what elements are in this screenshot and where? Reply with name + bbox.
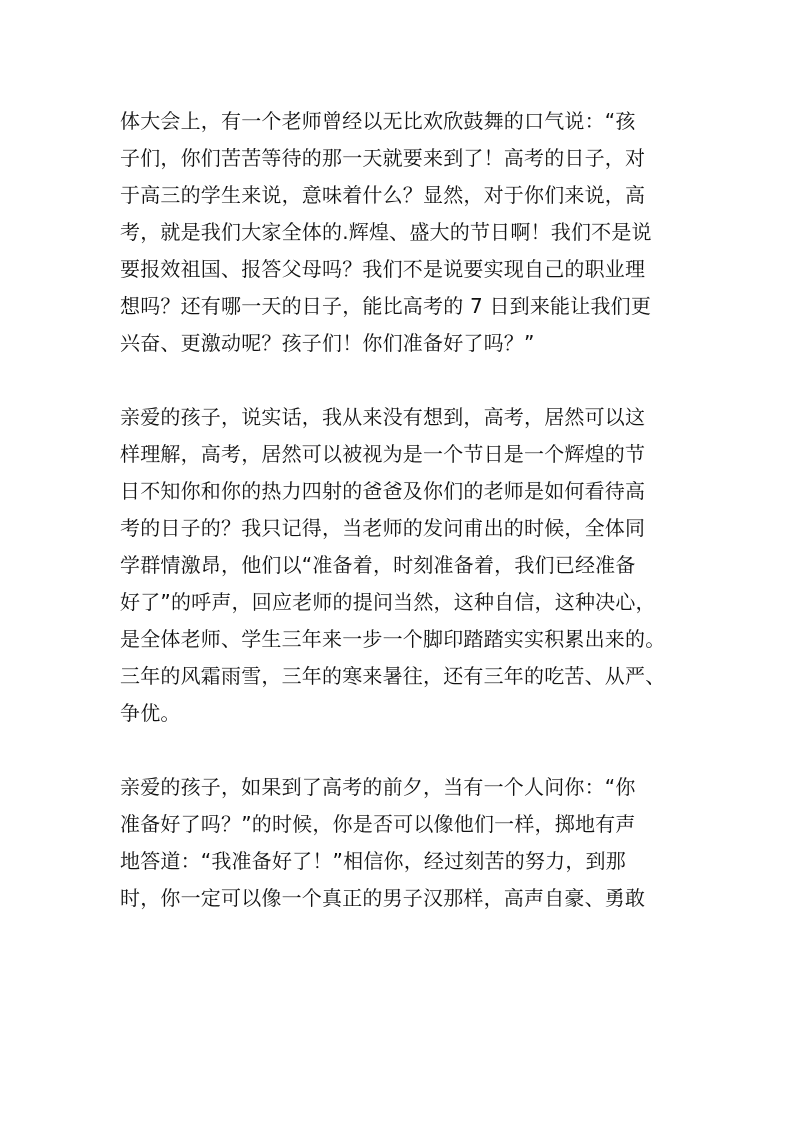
paragraph-line: 学群情激昂，他们以“准备着，时刻准备着，我们已经准备 xyxy=(120,553,636,577)
paragraph-line: 是全体老师、学生三年来一步一个脚印踏踏实实积累出来的。 xyxy=(120,627,666,651)
paragraph-3 xyxy=(120,769,680,917)
paragraph-line: 考，就是我们大家全体的.辉煌、盛大的节日啊！我们不是说 xyxy=(120,220,652,244)
paragraph-line: 想吗？还有哪一天的日子，能比高考的 7 日到来能让我们更 xyxy=(120,294,652,318)
paragraph-line: 体大会上，有一个老师曾经以无比欢欣鼓舞的口气说：“孩 xyxy=(120,109,636,133)
paragraph-line: 考的日子的？我只记得，当老师的发问甫出的时候，全体同 xyxy=(120,516,646,540)
paragraph-1 xyxy=(120,103,680,362)
paragraph-line: 要报效祖国、报答父母吗？我们不是说要实现自己的职业理 xyxy=(120,257,646,281)
paragraph-spacer xyxy=(120,732,680,769)
paragraph-line: 三年的风霜雨雪，三年的寒来暑往，还有三年的吃苦、从严、 xyxy=(120,664,666,688)
paragraph-2 xyxy=(120,399,680,732)
paragraph-line: 日不知你和你的热力四射的爸爸及你们的老师是如何看待高 xyxy=(120,479,646,503)
paragraph-spacer xyxy=(120,362,680,399)
paragraph-line: 准备好了吗？”的时候，你是否可以像他们一样，掷地有声 xyxy=(120,812,636,836)
paragraph-line: 亲爱的孩子，说实话，我从来没有想到，高考，居然可以这 xyxy=(120,405,646,429)
paragraph-line: 争优。 xyxy=(120,701,181,725)
paragraph-line: 亲爱的孩子，如果到了高考的前夕，当有一个人问你：“你 xyxy=(120,775,636,799)
paragraph-line: 好了”的呼声，回应老师的提问当然，这种自信，这种决心， xyxy=(120,590,656,614)
document-body xyxy=(120,103,680,917)
paragraph-line: 子们，你们苦苦等待的那一天就要来到了！高考的日子，对 xyxy=(120,146,646,170)
paragraph-line: 兴奋、更激动呢？孩子们！你们准备好了吗？” xyxy=(120,331,535,355)
paragraph-line: 时，你一定可以像一个真正的男子汉那样，高声自豪、勇敢 xyxy=(120,886,646,910)
paragraph-line: 地答道：“我准备好了！”相信你，经过刻苦的努力，到那 xyxy=(120,849,626,873)
paragraph-line: 样理解，高考，居然可以被视为是一个节日是一个辉煌的节 xyxy=(120,442,646,466)
paragraph-line: 于高三的学生来说，意味着什么？显然，对于你们来说，高 xyxy=(120,183,646,207)
